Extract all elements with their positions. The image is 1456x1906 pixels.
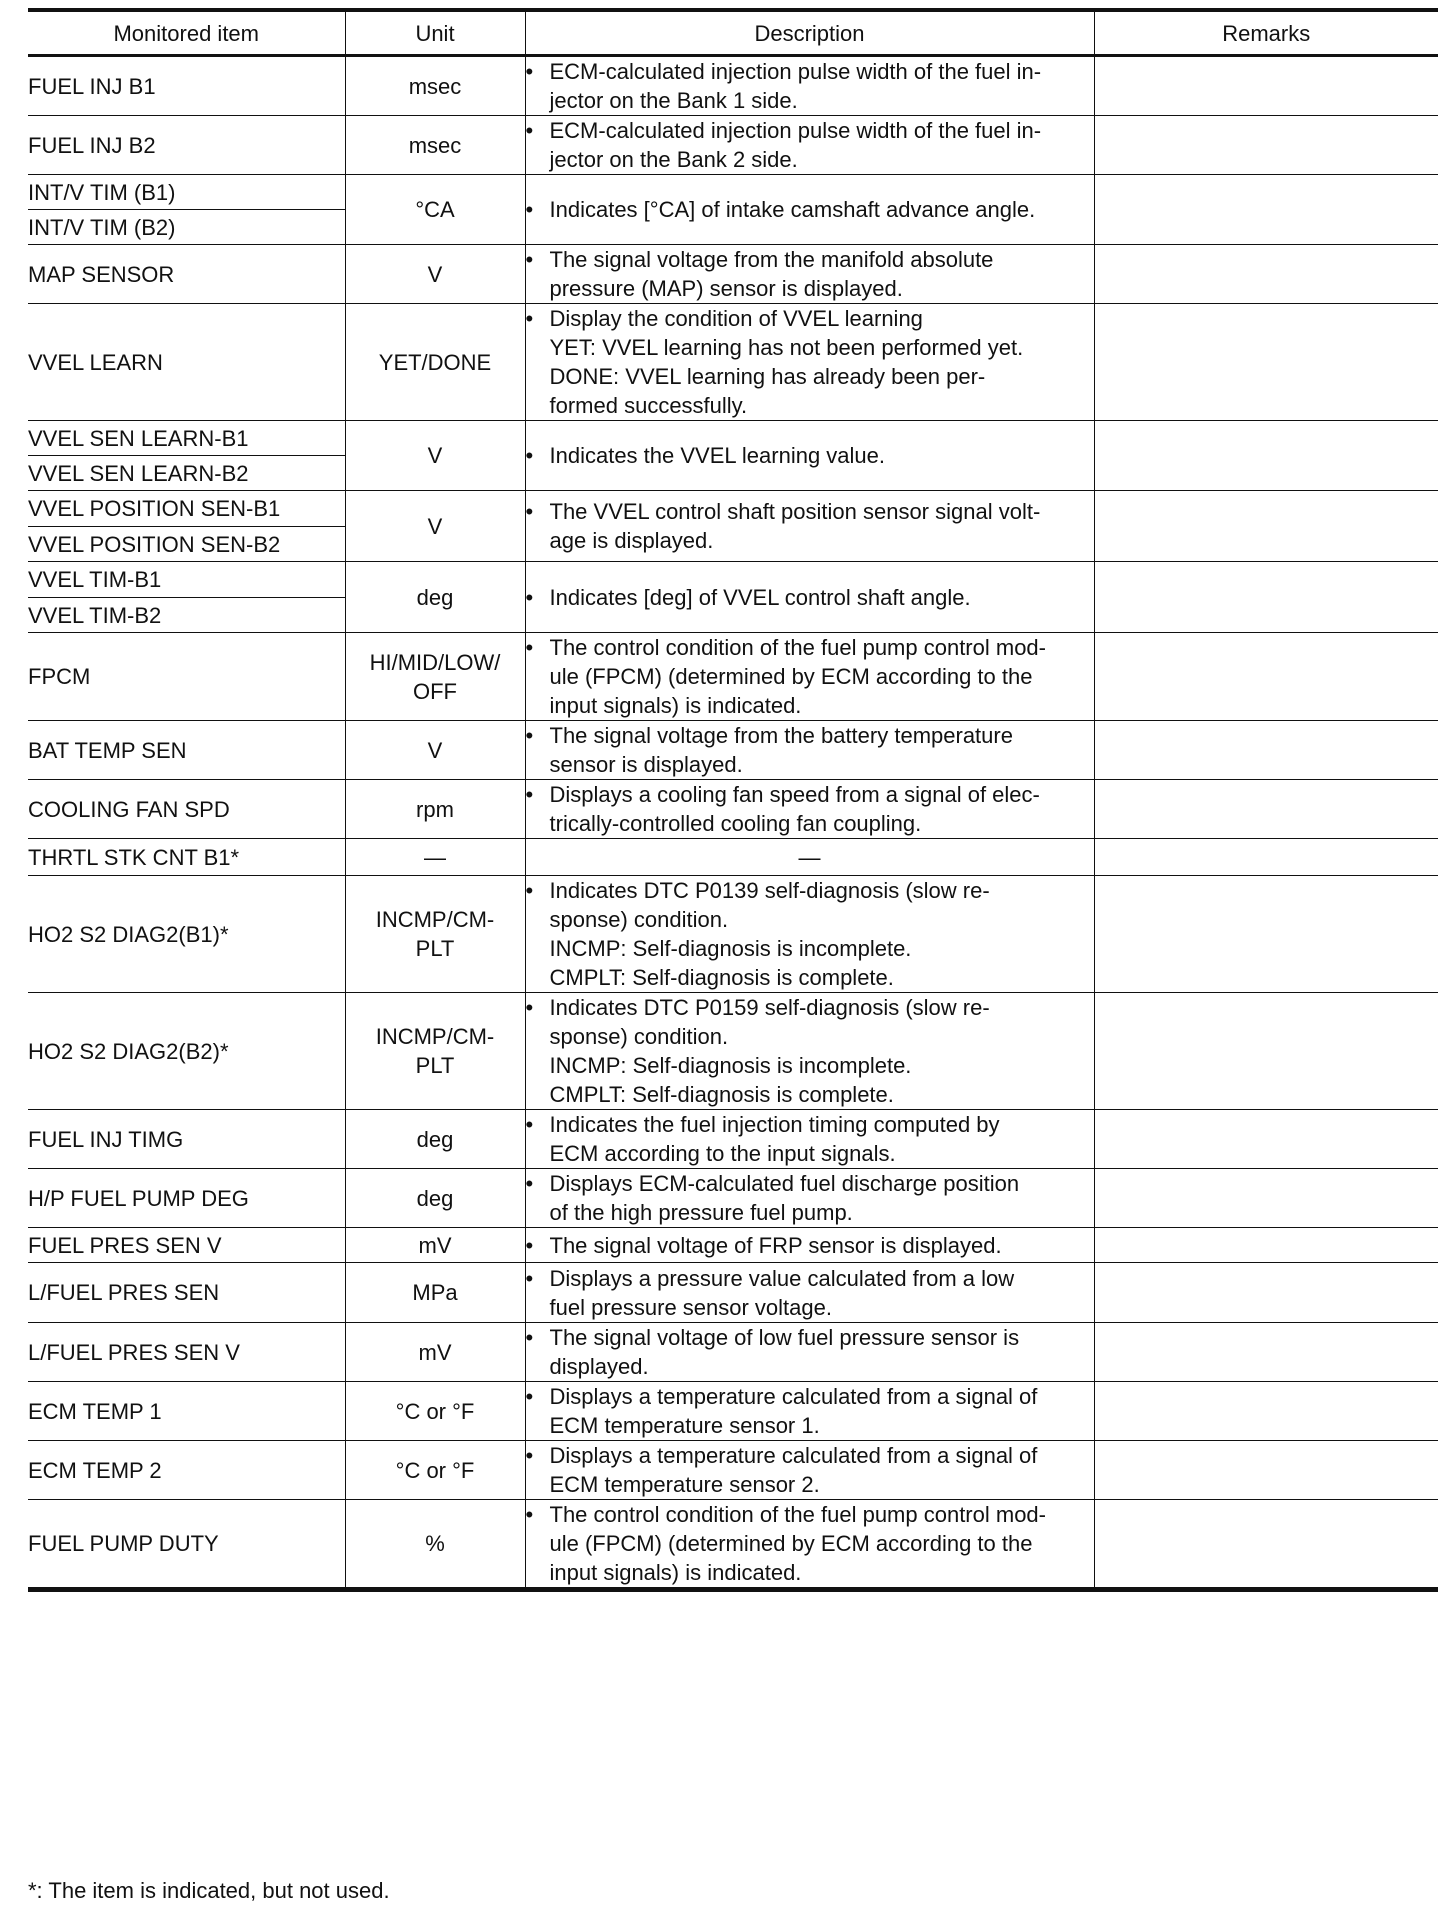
unit-cell	[345, 116, 525, 175]
header-description: Description	[525, 10, 1094, 56]
monitored-item-cell: HO2 S2 DIAG2(B1)*	[28, 876, 345, 993]
unit-line: V	[427, 443, 443, 468]
monitored-item-cell: VVEL SEN LEARN-B1	[28, 421, 345, 456]
unit-cell	[345, 562, 525, 633]
description-line: ECM according to the input signals.	[549, 1141, 896, 1166]
description-line: jector on the Bank 2 side.	[549, 147, 798, 172]
description-line: fuel pressure sensor voltage.	[549, 1294, 832, 1320]
bullet-dot: •	[525, 635, 534, 660]
unit-line: PLT	[415, 1053, 455, 1078]
bullet-item	[526, 1382, 1094, 1440]
bullet-item	[526, 993, 1094, 1109]
description-cell	[525, 780, 1094, 839]
remarks-cell	[1094, 116, 1438, 175]
remarks-cell	[1094, 175, 1438, 245]
unit-line: mV	[418, 1232, 452, 1258]
table-body	[28, 56, 1438, 1590]
bullet-text	[550, 116, 1094, 174]
description-cell	[525, 876, 1094, 993]
remarks-cell	[1094, 562, 1438, 633]
description-cell	[525, 1323, 1094, 1382]
bullet-text	[550, 1231, 1094, 1260]
bullet-item	[526, 1500, 1094, 1587]
bullet-text	[550, 583, 1094, 612]
remarks-cell	[1094, 1110, 1438, 1169]
bullet-item	[526, 633, 1094, 720]
bullet-dot: •	[525, 306, 534, 331]
bullet-item	[526, 195, 1094, 224]
description-line: The signal voltage of FRP sensor is displayed.	[549, 1232, 1002, 1258]
bullet-item	[526, 583, 1094, 612]
unit-line: YET/DONE	[378, 349, 492, 375]
table-row	[28, 839, 1438, 876]
unit-cell	[345, 1228, 525, 1263]
unit-line: msec	[408, 132, 462, 158]
description-line: of the high pressure fuel pump.	[549, 1200, 853, 1225]
remarks-cell	[1094, 491, 1438, 562]
bullet-item	[526, 304, 1094, 420]
description-line: Displays a temperature calculated from a signal of	[549, 1384, 1038, 1409]
monitored-item-cell: HO2 S2 DIAG2(B2)*	[28, 993, 345, 1110]
header-unit: Unit	[345, 10, 525, 56]
unit-cell	[345, 245, 525, 304]
bullet-text	[550, 441, 1094, 470]
footnote: *: The item is indicated, but not used.	[28, 1878, 390, 1903]
bullet-item	[526, 1441, 1094, 1499]
unit-line: mV	[418, 1339, 452, 1365]
bullet-text	[550, 780, 1094, 838]
description-line: The control condition of the fuel pump control mod-	[549, 1502, 1046, 1527]
table-row	[28, 116, 1438, 175]
unit-line: —	[424, 844, 446, 870]
monitor-items-table	[28, 8, 1438, 1592]
monitored-item-cell: VVEL TIM-B1	[28, 562, 345, 598]
description-cell	[525, 1263, 1094, 1323]
bullet-dot: •	[525, 723, 534, 748]
remarks-cell	[1094, 304, 1438, 421]
monitored-item-cell: FUEL INJ B2	[28, 116, 345, 175]
table-row	[28, 491, 1438, 527]
unit-line: msec	[408, 73, 462, 99]
unit-line: INCMP/CM-	[375, 1024, 495, 1049]
table-row	[28, 562, 1438, 598]
unit-line: OFF	[413, 678, 457, 704]
remarks-cell	[1094, 1228, 1438, 1263]
unit-line: °CA	[415, 197, 455, 222]
bullet-dot: •	[525, 197, 534, 222]
description-line: ule (FPCM) (determined by ECM according to the	[549, 664, 1033, 689]
unit-cell	[345, 56, 525, 116]
table-row	[28, 1169, 1438, 1228]
monitored-item-cell: FUEL PRES SEN V	[28, 1228, 345, 1263]
unit-cell	[345, 1441, 525, 1500]
bullet-item	[526, 1169, 1094, 1227]
bullet-text	[550, 57, 1094, 115]
monitored-item-cell: VVEL POSITION SEN-B2	[28, 527, 345, 562]
description-line: Indicates the VVEL learning value.	[549, 443, 886, 468]
monitored-item-cell: L/FUEL PRES SEN	[28, 1263, 345, 1323]
table-row	[28, 1323, 1438, 1382]
monitored-item-cell: MAP SENSOR	[28, 245, 345, 304]
description-cell	[525, 993, 1094, 1110]
remarks-cell	[1094, 1441, 1438, 1500]
description-cell	[525, 491, 1094, 562]
table-row	[28, 421, 1438, 456]
bullet-item	[526, 721, 1094, 779]
bullet-dot: •	[525, 995, 534, 1020]
bullet-text	[550, 1382, 1094, 1440]
header-row	[28, 10, 1438, 56]
description-line: INCMP: Self-diagnosis is incomplete.	[549, 936, 912, 961]
description-line: age is displayed.	[549, 528, 714, 553]
description-line: ule (FPCM) (determined by ECM according to the	[549, 1531, 1033, 1556]
description-line: sensor is displayed.	[549, 752, 743, 777]
monitored-item-cell: INT/V TIM (B2)	[28, 210, 345, 245]
description-cell	[525, 304, 1094, 421]
monitored-item-cell: FUEL INJ B1	[28, 56, 345, 116]
description-line: Indicates DTC P0139 self-diagnosis (slow re-	[549, 878, 990, 903]
remarks-cell	[1094, 993, 1438, 1110]
bullet-text	[550, 1110, 1094, 1168]
bullet-dot: •	[525, 782, 534, 807]
unit-cell	[345, 491, 525, 562]
remarks-cell	[1094, 56, 1438, 116]
bullet-dot: •	[525, 878, 534, 903]
unit-line: °C or °F	[395, 1398, 475, 1424]
unit-line: deg	[416, 1185, 454, 1211]
unit-cell	[345, 876, 525, 993]
description-line: Indicates [°CA] of intake camshaft advance angle.	[549, 197, 1036, 222]
remarks-cell	[1094, 780, 1438, 839]
remarks-cell	[1094, 245, 1438, 304]
bullet-text	[550, 195, 1094, 224]
bullet-item	[526, 1264, 1094, 1322]
table-row	[28, 780, 1438, 839]
table-row	[28, 304, 1438, 421]
bullet-item	[526, 876, 1094, 992]
description-line: CMPLT: Self-diagnosis is complete.	[549, 1082, 894, 1107]
description-line: ECM-calculated injection pulse width of the fuel in-	[549, 118, 1042, 143]
description-line: Indicates DTC P0159 self-diagnosis (slow re-	[549, 995, 990, 1020]
bullet-item	[526, 245, 1094, 303]
bullet-dot: •	[525, 118, 534, 143]
description-cell	[525, 1169, 1094, 1228]
table-row	[28, 245, 1438, 304]
unit-line: rpm	[416, 796, 454, 822]
unit-cell	[345, 780, 525, 839]
bullet-text	[550, 1169, 1094, 1227]
description-line: DONE: VVEL learning has already been per-	[549, 364, 986, 389]
description-cell	[525, 1110, 1094, 1169]
remarks-cell	[1094, 839, 1438, 876]
unit-cell	[345, 1169, 525, 1228]
table-row	[28, 1500, 1438, 1590]
description-line: Displays ECM-calculated fuel discharge position	[549, 1171, 1020, 1196]
bullet-text	[550, 1500, 1094, 1587]
unit-line: %	[425, 1531, 445, 1556]
bullet-item	[526, 57, 1094, 115]
description-line: Indicates the fuel injection timing computed by	[549, 1112, 1000, 1137]
description-cell	[525, 633, 1094, 721]
description-cell	[525, 1441, 1094, 1500]
description-cell	[525, 175, 1094, 245]
description-line: sponse) condition.	[549, 1024, 729, 1049]
monitored-item-cell: ECM TEMP 2	[28, 1441, 345, 1500]
description-line: ECM temperature sensor 1.	[549, 1413, 820, 1438]
bullet-dot: •	[525, 1384, 534, 1409]
unit-line: INCMP/CM-	[375, 907, 495, 932]
bullet-text	[550, 497, 1094, 555]
description-line: formed successfully.	[549, 393, 748, 418]
monitored-item-cell: BAT TEMP SEN	[28, 721, 345, 780]
description-line: Displays a temperature calculated from a signal of	[549, 1443, 1038, 1468]
table-row	[28, 56, 1438, 116]
monitored-item-cell: THRTL STK CNT B1*	[28, 839, 345, 876]
bullet-dot: •	[525, 443, 534, 468]
monitored-item-cell: VVEL POSITION SEN-B1	[28, 491, 345, 527]
description-line: The signal voltage from the battery temperature	[549, 723, 1013, 748]
description-line: trically-controlled cooling fan coupling.	[549, 811, 922, 836]
monitored-item-cell: VVEL SEN LEARN-B2	[28, 456, 345, 491]
table-row	[28, 633, 1438, 721]
unit-cell	[345, 721, 525, 780]
table-row	[28, 1110, 1438, 1169]
unit-cell	[345, 1382, 525, 1441]
remarks-cell	[1094, 1500, 1438, 1590]
unit-cell	[345, 633, 525, 721]
description-line: —	[798, 844, 821, 870]
unit-cell	[345, 304, 525, 421]
description-line: jector on the Bank 1 side.	[549, 88, 798, 113]
bullet-text	[550, 304, 1094, 420]
table-row	[28, 1263, 1438, 1323]
description-cell	[525, 245, 1094, 304]
header-monitored-item: Monitored item	[28, 10, 345, 56]
unit-cell	[345, 1323, 525, 1382]
description-line: Indicates [deg] of VVEL control shaft angle.	[549, 584, 971, 610]
bullet-text	[550, 876, 1094, 992]
monitored-item-cell: COOLING FAN SPD	[28, 780, 345, 839]
unit-cell	[345, 993, 525, 1110]
unit-line: deg	[416, 1126, 454, 1152]
bullet-text	[550, 633, 1094, 720]
bullet-item	[526, 1231, 1094, 1260]
description-line: ECM temperature sensor 2.	[549, 1472, 820, 1497]
remarks-cell	[1094, 633, 1438, 721]
unit-line: MPa	[412, 1280, 458, 1305]
remarks-cell	[1094, 1169, 1438, 1228]
unit-cell	[345, 839, 525, 876]
unit-cell	[345, 1110, 525, 1169]
bullet-dot: •	[525, 59, 534, 84]
bullet-dot: •	[525, 1443, 534, 1468]
unit-line: HI/MID/LOW/	[369, 649, 501, 675]
bullet-text	[550, 1264, 1094, 1322]
unit-line: V	[427, 737, 443, 763]
description-cell	[525, 421, 1094, 491]
unit-line: PLT	[415, 936, 455, 961]
bullet-dot: •	[525, 1325, 534, 1350]
unit-line: °C or °F	[395, 1457, 475, 1483]
table-row	[28, 876, 1438, 993]
remarks-cell	[1094, 876, 1438, 993]
header-remarks: Remarks	[1094, 10, 1438, 56]
bullet-dot: •	[525, 1265, 534, 1291]
table-row	[28, 1228, 1438, 1263]
unit-line: V	[427, 513, 443, 539]
table-row	[28, 721, 1438, 780]
description-cell	[525, 1500, 1094, 1590]
bullet-text	[550, 993, 1094, 1109]
monitored-item-cell: ECM TEMP 1	[28, 1382, 345, 1441]
description-cell	[525, 721, 1094, 780]
description-line: ECM-calculated injection pulse width of the fuel in-	[549, 59, 1042, 84]
bullet-item	[526, 1110, 1094, 1168]
monitored-item-cell: VVEL LEARN	[28, 304, 345, 421]
description-line: The control condition of the fuel pump control mod-	[549, 635, 1046, 660]
table-row	[28, 175, 1438, 210]
monitored-item-cell: L/FUEL PRES SEN V	[28, 1323, 345, 1382]
description-cell	[525, 839, 1094, 876]
description-line: YET: VVEL learning has not been performed yet.	[549, 335, 1024, 360]
description-line: pressure (MAP) sensor is displayed.	[549, 276, 903, 301]
description-line: input signals) is indicated.	[549, 1560, 802, 1585]
remarks-cell	[1094, 1382, 1438, 1441]
description-line: Displays a cooling fan speed from a signal of elec-	[549, 782, 1040, 807]
monitored-item-cell: VVEL TIM-B2	[28, 598, 345, 633]
monitored-item-cell: FUEL PUMP DUTY	[28, 1500, 345, 1590]
bullet-item	[526, 1323, 1094, 1381]
description-line: The VVEL control shaft position sensor signal volt-	[549, 499, 1041, 524]
remarks-cell	[1094, 1263, 1438, 1323]
description-cell	[525, 1382, 1094, 1441]
monitored-item-cell: FPCM	[28, 633, 345, 721]
monitored-item-cell: H/P FUEL PUMP DEG	[28, 1169, 345, 1228]
unit-line: V	[427, 261, 443, 287]
bullet-dot: •	[525, 247, 534, 272]
bullet-dot: •	[525, 584, 534, 610]
description-line: The signal voltage from the manifold absolute	[549, 247, 994, 272]
description-line: input signals) is indicated.	[549, 693, 802, 718]
bullet-text	[550, 721, 1094, 779]
bullet-text	[550, 245, 1094, 303]
bullet-dot: •	[525, 1232, 534, 1258]
remarks-cell	[1094, 421, 1438, 491]
description-cell	[525, 56, 1094, 116]
table-header	[28, 10, 1438, 56]
description-line: The signal voltage of low fuel pressure sensor is	[549, 1325, 1020, 1350]
remarks-cell	[1094, 721, 1438, 780]
monitored-item-cell: INT/V TIM (B1)	[28, 175, 345, 210]
description-line: sponse) condition.	[549, 907, 729, 932]
description-line: Displays a pressure value calculated from a low	[549, 1265, 1015, 1291]
description-line: CMPLT: Self-diagnosis is complete.	[549, 965, 894, 990]
unit-line: deg	[416, 584, 454, 610]
table-row	[28, 1441, 1438, 1500]
description-cell	[525, 116, 1094, 175]
bullet-item	[526, 116, 1094, 174]
remarks-cell	[1094, 1323, 1438, 1382]
description-line: displayed.	[549, 1354, 649, 1379]
unit-cell	[345, 1263, 525, 1323]
unit-cell	[345, 421, 525, 491]
bullet-dot: •	[525, 1502, 534, 1527]
description-line: INCMP: Self-diagnosis is incomplete.	[549, 1053, 912, 1078]
monitored-item-cell: FUEL INJ TIMG	[28, 1110, 345, 1169]
bullet-text	[550, 1441, 1094, 1499]
bullet-dot: •	[525, 1112, 534, 1137]
table-row	[28, 1382, 1438, 1441]
description-cell	[525, 562, 1094, 633]
description-cell	[525, 1228, 1094, 1263]
table-row	[28, 993, 1438, 1110]
bullet-item	[526, 441, 1094, 470]
bullet-dot: •	[525, 499, 534, 524]
description-line: Display the condition of VVEL learning	[549, 306, 923, 331]
bullet-item	[526, 497, 1094, 555]
bullet-dot: •	[525, 1171, 534, 1196]
unit-cell	[345, 175, 525, 245]
bullet-item	[526, 780, 1094, 838]
unit-cell	[345, 1500, 525, 1590]
bullet-text	[550, 1323, 1094, 1381]
